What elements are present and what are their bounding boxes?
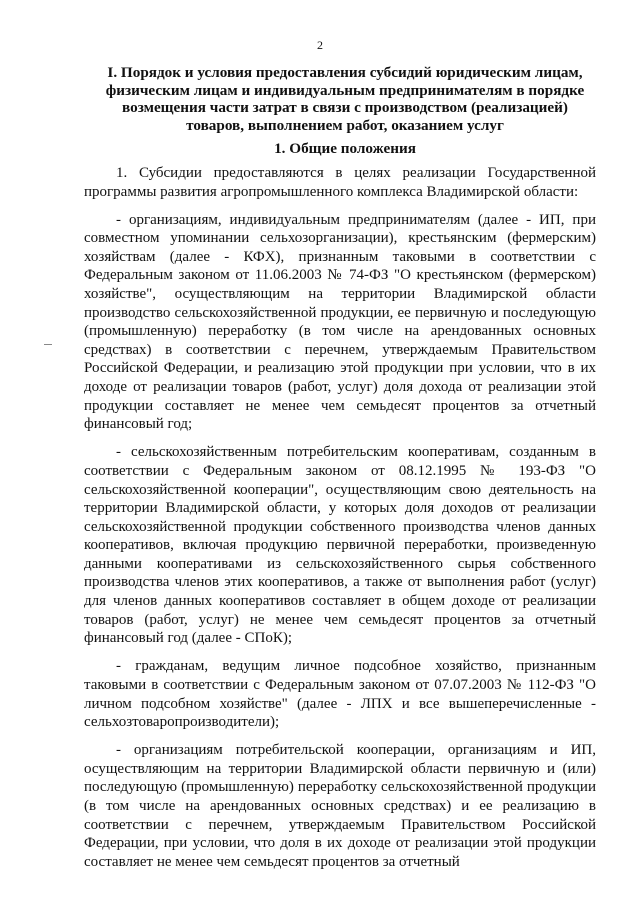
margin-mark [44, 344, 52, 345]
section-title: I. Порядок и условия предоставления субсидий юридическим лицам, физическим лицам и индивидуальным предпринимателям в порядке возмещения части затрат в связи с производством (реализацией) товаров, выполнением работ, оказанием услуг [105, 64, 585, 134]
paragraph-intro: 1. Субсидии предоставляются в целях реализации Государственной программы развития агропромышленного комплекса Владимирской области: [84, 165, 596, 200]
document-body [84, 164, 596, 871]
paragraph-citizens: - гражданам, ведущим личное подсобное хозяйство, признанным таковыми в соответствии с Федеральным законом от 07.07.2003 № 112-ФЗ "О личном подсобном хозяйстве" (далее - ЛПХ и все вышеперечисленные - сельхозтоваропроизводители); [84, 658, 596, 731]
subsection-title: 1. Общие положения [274, 140, 416, 157]
paragraph-organizations: - организациям, индивидуальным предпринимателям (далее - ИП, при совместном упоминании сельхозорганизации), крестьянским (фермерским) хозяйствам (далее - КФХ), признанным таковыми в соответствии с Федеральным законом от 11.06.2003 № 74-ФЗ "О крестьянском (фермерском) хозяйстве", осуществляющим на территории Владимирской области производство сельскохозяйственной продукции, ее первичную и последующую (промышленную) переработку (в том числе на арендованных основных средствах) в соответствии с перечнем, утверждаемым Правительством Российской Федерации, и реализацию этой продукции при условии, что в их доходе от реализации товаров (работ, услуг) доля дохода от реализации этой продукции составляет не менее чем семьдесят процентов за отчетный финансовый год; [84, 211, 596, 433]
paragraph-cooperatives: - сельскохозяйственным потребительским кооперативам, созданным в соответствии с Федеральным законом от 08.12.1995 № 193-ФЗ "О сельскохозяйственной кооперации", осуществляющим свою деятельность на территории Владимирской области, у которых доля доходов от реализации сельскохозяйственной продукции собственного производства членов данных кооперативов, включая продукцию первичной переработки, произведенную данными кооперативами из сельскохозяйственного сырья собственного производства членов этих кооперативов, а также от выполнения работ (услуг) для членов данных кооперативов составляет в общем доходе от реализации товаров (работ, услуг) не менее чем семьдесят процентов за отчетный финансовый год (далее - СПоК); [84, 444, 596, 647]
page-number: 2 [317, 38, 323, 52]
paragraph-consumer-cooperation: - организациям потребительской кооперации, организациям и ИП, осуществляющим на территории Владимирской области первичную и (или) последующую (промышленную) переработку сельскохозяйственной продукции (в том числе на арендованных основных средствах) и ее реализацию в соответствии с перечнем, утверждаемым Правительством Российской Федерации, при условии, что доля в их доходе от реализации этой продукции составляет не менее чем семьдесят процентов за отчетный [84, 742, 596, 870]
